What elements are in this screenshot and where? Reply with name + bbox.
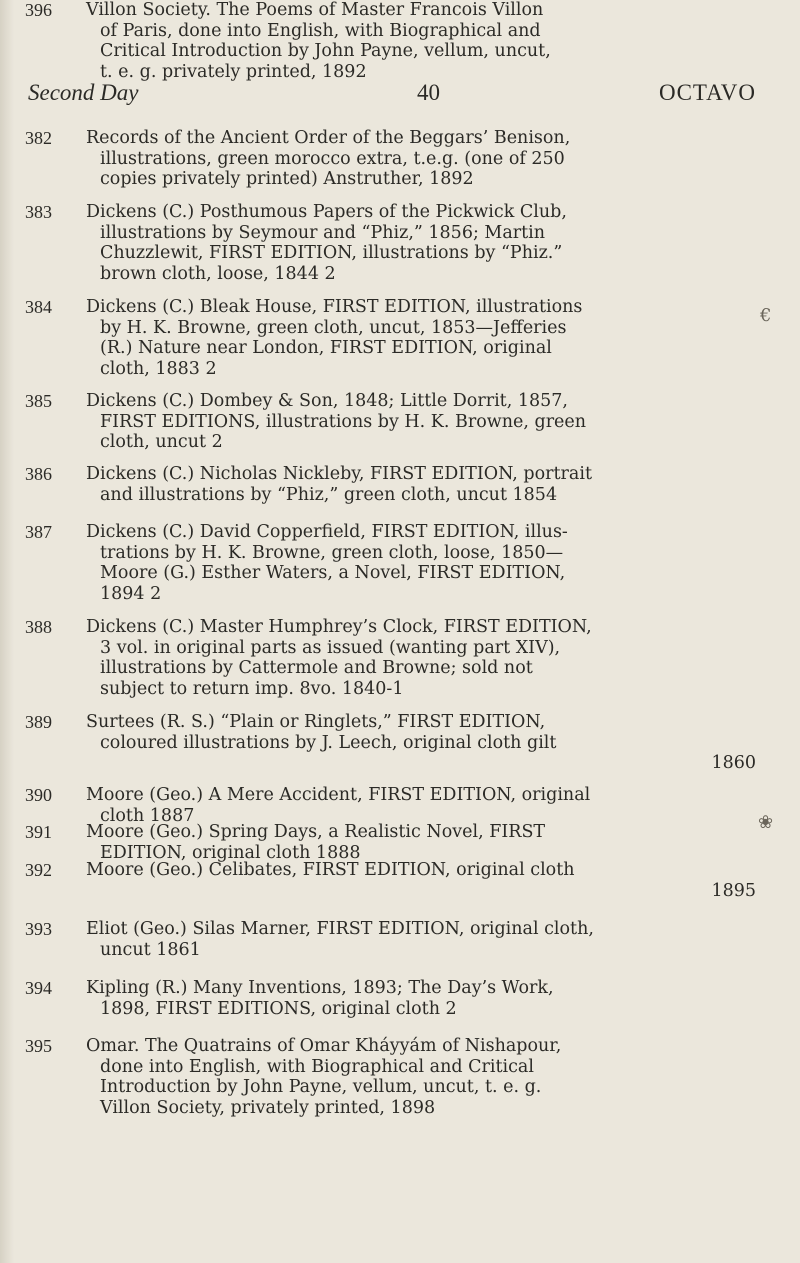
lot-description [86, 0, 756, 82]
lot-number: 382 [25, 128, 52, 148]
lot-line: uncut 1861 [100, 939, 201, 960]
lot-description [86, 978, 756, 1019]
lot-line: t. e. g. privately printed, 1892 [100, 61, 367, 82]
lot-number: 389 [25, 712, 52, 732]
lot-line: by H. K. Browne, green cloth, uncut, 1853—Jefferies [100, 317, 567, 338]
lot-line: Villon Society. The Poems of Master Francois Villon [86, 0, 544, 20]
lot-line: Kipling (R.) Many Inventions, 1893; The Day’s Work, [86, 978, 554, 998]
lot-number: 385 [25, 391, 52, 411]
lot-line: cloth, uncut 2 [100, 432, 223, 452]
lot-line: 1898, FIRST EDITIONS, original cloth 2 [100, 998, 457, 1019]
lot-number: 395 [25, 1036, 52, 1056]
lot-line: cloth, 1883 2 [100, 358, 217, 379]
lot-line: Dickens (C.) Dombey & Son, 1848; Little Dorrit, 1857, [86, 391, 568, 411]
lot-line: illustrations by Cattermole and Browne; sold not [100, 658, 533, 678]
lot-line: Moore (Geo.) Celibates, FIRST EDITION, original cloth [86, 860, 575, 880]
lot-description [86, 785, 756, 826]
margin-mark: ❀ [758, 812, 774, 833]
lot-line: Dickens (C.) Master Humphrey’s Clock, FIRST EDITION, [86, 617, 592, 637]
lot-description [86, 712, 756, 774]
lot-description [86, 522, 756, 604]
lot-line: 3 vol. in original parts as issued (wanting part XIV), [100, 637, 561, 658]
lot-number: 393 [25, 919, 52, 939]
lot-line: copies privately printed) Anstruther, 1892 [100, 169, 474, 189]
lot-number: 396 [25, 0, 52, 20]
lot-line: trations by H. K. Browne, green cloth, loose, 1850— [100, 542, 564, 563]
lot-number: 387 [25, 522, 52, 542]
lot-number: 391 [25, 822, 52, 842]
lot-line: EDITION, original cloth 1888 [100, 842, 361, 863]
lot-number: 392 [25, 860, 52, 880]
lot-line: Introduction by John Payne, vellum, uncut, t. e. g. [100, 1077, 542, 1097]
lot-line: Moore (Geo.) Spring Days, a Realistic Novel, FIRST [86, 822, 546, 842]
page-header [0, 80, 800, 120]
lot-description [86, 464, 756, 505]
lot-description [86, 128, 756, 190]
lot-line: Omar. The Quatrains of Omar Kháyyám of Nishapour, [86, 1036, 562, 1056]
lot-line: Moore (Geo.) A Mere Accident, FIRST EDITION, original [86, 785, 591, 805]
lot-line: and illustrations by “Phiz,” green cloth, uncut 1854 [100, 484, 558, 505]
lot-line: Dickens (C.) Bleak House, FIRST EDITION, illustrations [86, 297, 583, 317]
lot-line: FIRST EDITIONS, illustrations by H. K. Browne, green [100, 411, 587, 432]
lot-line: Villon Society, privately printed, 1898 [100, 1097, 436, 1118]
lot-line: coloured illustrations by J. Leech, original cloth gilt [100, 732, 557, 753]
lot-number: 383 [25, 202, 52, 222]
lot-line: illustrations by Seymour and “Phiz,” 1856; Martin [100, 222, 546, 243]
lot-line: illustrations, green morocco extra, t.e.g. (one of 250 [100, 148, 565, 169]
margin-mark: € [760, 305, 772, 326]
header-sale-day: Second Day [28, 80, 139, 105]
lot-line: subject to return imp. 8vo. 1840-1 [100, 678, 404, 699]
lot-line: 1860 [711, 753, 756, 773]
lot-line: Chuzzlewit, FIRST EDITION, illustrations by “Phiz.” [100, 243, 563, 263]
lot-line: Records of the Ancient Order of the Beggars’ Benison, [86, 128, 571, 148]
lot-description [86, 822, 756, 863]
lot-line: Moore (G.) Esther Waters, a Novel, FIRST EDITION, [100, 563, 566, 583]
lot-line: done into English, with Biographical and Critical [100, 1056, 534, 1077]
lot-number: 384 [25, 297, 52, 317]
lot-line: Critical Introduction by John Payne, vellum, uncut, [100, 41, 551, 61]
lot-line: of Paris, done into English, with Biographical and [100, 20, 541, 41]
lot-description [86, 617, 756, 699]
lot-number: 388 [25, 617, 52, 637]
page-gutter-shadow [0, 0, 14, 1263]
lot-number: 390 [25, 785, 52, 805]
lot-line: Eliot (Geo.) Silas Marner, FIRST EDITION, original cloth, [86, 919, 594, 939]
lot-line: Surtees (R. S.) “Plain or Ringlets,” FIRST EDITION, [86, 712, 546, 732]
lot-line: Dickens (C.) Posthumous Papers of the Pickwick Club, [86, 202, 567, 222]
lot-description [86, 919, 756, 960]
lot-line: brown cloth, loose, 1844 2 [100, 263, 336, 284]
lot-description [86, 391, 756, 453]
lot-description [86, 202, 756, 284]
lot-description [86, 1036, 756, 1118]
header-page-number: 40 [417, 80, 440, 105]
lot-line: Dickens (C.) David Copperfield, FIRST EDITION, illus- [86, 522, 568, 542]
lot-description [86, 860, 756, 901]
lot-line: (R.) Nature near London, FIRST EDITION, original [100, 338, 552, 358]
lot-number: 386 [25, 464, 52, 484]
lot-line: 1895 [711, 880, 756, 901]
lot-line: cloth 1887 [100, 805, 195, 826]
lot-number: 394 [25, 978, 52, 998]
lot-line: Dickens (C.) Nicholas Nickleby, FIRST EDITION, portrait [86, 464, 592, 484]
lot-line: 1894 2 [100, 583, 162, 604]
lot-description [86, 297, 756, 379]
header-format: OCTAVO [658, 80, 756, 105]
